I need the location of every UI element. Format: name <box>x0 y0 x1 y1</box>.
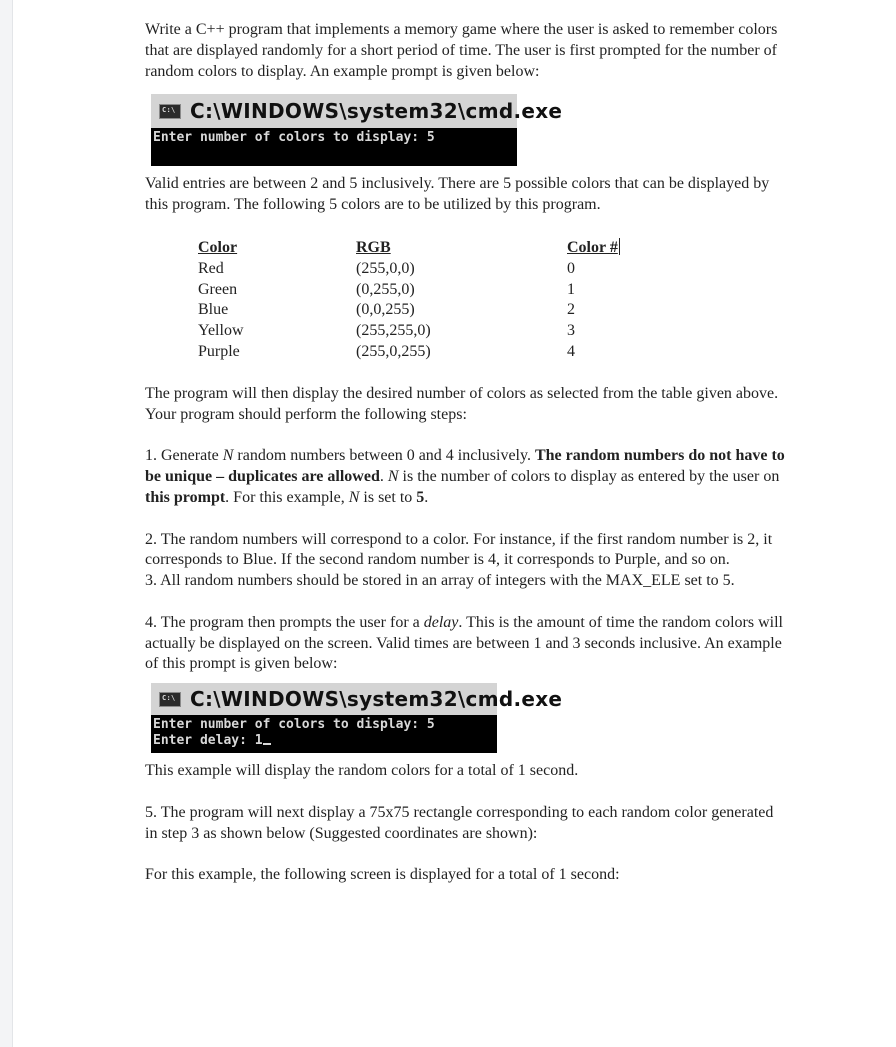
step-1-bold: this prompt <box>145 488 226 506</box>
step-1-text: random numbers between 0 and 4 inclusively. <box>233 447 535 465</box>
table-cell: Purple <box>198 342 240 360</box>
table-cell: (255,255,0) <box>356 322 431 340</box>
step-4-italic: delay <box>423 613 459 631</box>
color-table <box>145 238 785 362</box>
table-cell: (0,0,255) <box>356 301 415 319</box>
example-note-paragraph: This example will display the random colors for a total of 1 second. <box>145 762 579 780</box>
cmd-icon <box>159 104 181 119</box>
step-1-var: N <box>222 447 234 465</box>
document-page <box>12 0 896 1047</box>
table-header-rgb: RGB <box>356 238 391 256</box>
step-1-text: . For this example, <box>225 488 349 506</box>
console-title: C:\WINDOWS\system32\cmd.exe <box>190 98 563 123</box>
step-1-var: N <box>387 468 399 486</box>
step-1-text: is the number of colors to display as entered by the user on <box>398 468 780 486</box>
step-4-text: . This is the amount of time the random colors will actually be displayed on the screen. Valid times are between 1 and 3 seconds inclusive. An example of this prompt is given below: <box>145 613 783 673</box>
table-header-color: Color <box>198 238 238 256</box>
console-line: Enter delay: 1 <box>153 732 263 748</box>
document-content <box>145 20 785 886</box>
table-cell: Blue <box>198 301 229 319</box>
console-window-2 <box>151 683 563 753</box>
table-cell: (255,0,0) <box>356 259 415 277</box>
intro-paragraph: Write a C++ program that implements a memory game where the user is asked to remember colors that are displayed randomly for a short period of time. The user is first prompted for the number of random colors to display. An example prompt is given below: <box>145 21 778 80</box>
step-4-paragraph <box>145 613 785 675</box>
console-screen <box>151 128 517 166</box>
table-cell: 0 <box>567 259 575 277</box>
table-cell: Yellow <box>198 322 244 340</box>
table-cell: (0,255,0) <box>356 280 415 298</box>
table-cell: 2 <box>567 301 575 319</box>
step-1-text: . <box>379 468 388 486</box>
console-window-1 <box>151 94 563 166</box>
console-title: C:\WINDOWS\system32\cmd.exe <box>190 686 563 711</box>
valid-entries-paragraph: Valid entries are between 2 and 5 inclusively. There are 5 possible colors that can be displayed by this program. The following 5 colors are to be utilized by this program. <box>145 175 770 214</box>
step-1-var: N <box>348 488 360 506</box>
step-5-paragraph: 5. The program will next display a 75x75 rectangle corresponding to each random color generated in step 3 as shown below (Suggested coordinates are shown): <box>145 803 774 842</box>
console-titlebar <box>151 683 563 715</box>
table-cell: Red <box>198 259 224 277</box>
table-cell: 4 <box>567 342 575 360</box>
console-line: Enter number of colors to display: 5 <box>153 130 435 146</box>
table-cell: 3 <box>567 322 575 340</box>
rgb-column <box>356 238 431 363</box>
closing-paragraph: For this example, the following screen is displayed for a total of 1 second: <box>145 866 620 884</box>
table-cell: 1 <box>567 280 575 298</box>
cmd-icon <box>159 692 181 707</box>
color-number-column <box>567 238 620 363</box>
table-header-color-number: Color # <box>567 238 618 256</box>
step-1-text: . <box>424 488 429 506</box>
table-cell: Green <box>198 280 238 298</box>
step-1-bold: 5 <box>416 488 425 506</box>
console-line: Enter number of colors to display: 5 <box>153 717 435 733</box>
step-1-text: is set to <box>359 488 417 506</box>
step-1-bold: The random numbers do not have to be unique – duplicates are allowed <box>145 447 785 486</box>
step-3-paragraph: 3. All random numbers should be stored in an array of integers with the MAX_ELE set to 5. <box>145 572 735 590</box>
console-screen <box>151 715 497 753</box>
step-4-text: 4. The program then prompts the user for a <box>145 613 424 631</box>
console-cursor <box>263 732 271 745</box>
step-2-paragraph: 2. The random numbers will correspond to a color. For instance, if the first random number is 2, it corresponds to Blue. If the second random number is 4, it corresponds to Purple, and so on. <box>145 530 773 569</box>
step-1-paragraph <box>145 446 785 508</box>
text-cursor <box>619 238 620 255</box>
console-titlebar <box>151 94 563 128</box>
step-1-text: 1. Generate <box>145 447 223 465</box>
table-header-wrap <box>567 238 620 259</box>
color-name-column <box>198 238 244 363</box>
steps-intro-paragraph: The program will then display the desired number of colors as selected from the table given above. Your program should perform the following steps: <box>145 384 779 423</box>
table-cell: (255,0,255) <box>356 342 431 360</box>
